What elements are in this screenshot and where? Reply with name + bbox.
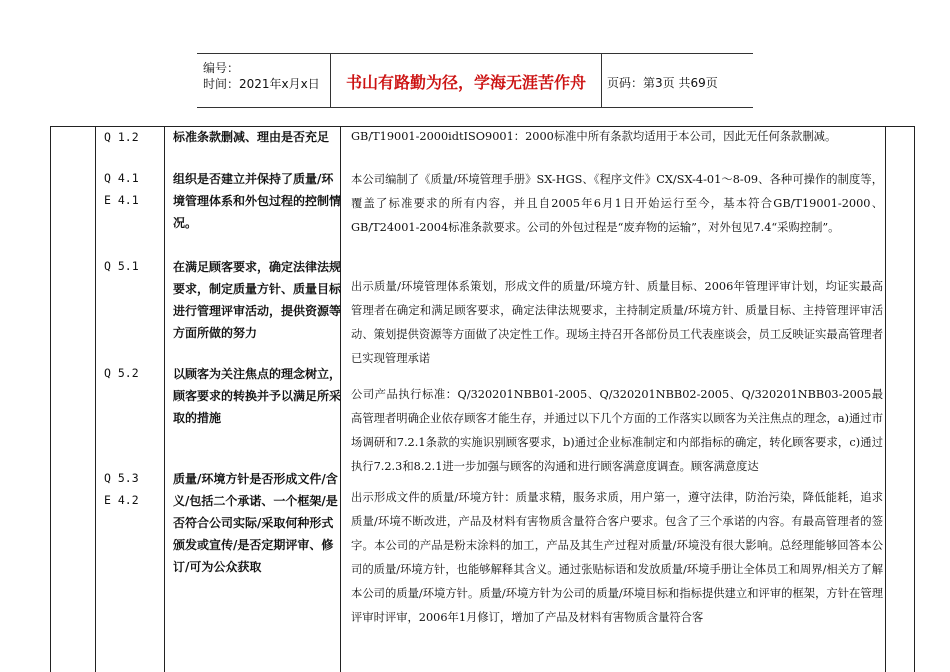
clause-cell xyxy=(104,189,139,211)
table-border-left xyxy=(50,126,51,672)
table-border-right xyxy=(914,126,915,672)
header-motto-cell xyxy=(330,54,602,107)
document-number-label: 编号： xyxy=(203,61,240,75)
clause-cell xyxy=(104,489,139,511)
page-number-label: 页码：第3页 共69页 xyxy=(607,76,718,90)
page-header xyxy=(197,53,753,108)
clause-cell xyxy=(104,467,139,489)
evidence-cell: 公司产品执行标准：Q/320201NBB01-2005、Q/320201NBB02-2005、Q/320201NBB03-2005最高管理者明确企业依存顾客才能生存，并通过以下几个方面的工作落实以顾客为关注焦点的理念，a)通过市场调研和7.2.1条款的实施识别顾客要求，b)通过企业标准制定和内部指标的确定，转化顾客要求，c)通过执行7.2.3和8.2.1进一步加强与顾客的沟通和进行顾客满意度调查。顾客满意度达 xyxy=(351,388,883,473)
clause-cell xyxy=(104,255,139,277)
clause-label: Q 5.2 xyxy=(104,366,139,380)
audit-item-cell: 在满足顾客要求，确定法律法规要求，制定质量方针、质量目标进行管理评审活动，提供资源等方面所做的努力 xyxy=(173,260,342,340)
evidence-cell: GB/T19001-2000idtISO9001：2000标准中所有条款均适用于本公司，因此无任何条款删减。 xyxy=(351,130,837,143)
clause-label: Q 4.1 xyxy=(104,171,139,185)
evidence-cell: 本公司编制了《质量/环境管理手册》SX-HGS、《程序文件》CX/SX-4-01～8-09、各种可操作的制度等，覆盖了标准要求的所有内容，并且自2005年6月1日开始运行至今，基本符合GB/T19001-2000、GB/T24001-2004标准条款要求。公司的外包过程是“废弃物的运输”，对外包见7.4“采购控制”。 xyxy=(351,173,883,234)
clause-cell xyxy=(104,126,139,148)
column-divider-1 xyxy=(95,126,96,672)
document-time-label: 时间：2021年x月x日 xyxy=(203,77,320,91)
evidence-cell: 出示质量/环境管理体系策划，形成文件的质量/环境方针、质量目标、2006年管理评审计划，均证实最高管理者在确定和满足顾客要求，确定法律法规要求，主持制定质量/环境方针、质量目标、主持管理评审活动、策划提供资源等方面做了决定性工作。现场主持召开各部份员工代表座谈会，员工反映证实最高管理者已实现管理承诺 xyxy=(351,280,883,365)
clause-label: E 4.1 xyxy=(104,193,139,207)
clause-label: Q 5.3 xyxy=(104,471,139,485)
audit-item-cell: 标准条款删减、理由是否充足 xyxy=(173,130,330,144)
column-divider-4 xyxy=(885,126,886,672)
header-motto: 书山有路勤为径，学海无涯苦作舟 xyxy=(345,73,586,92)
clause-label: Q 1.2 xyxy=(104,130,139,144)
column-divider-2 xyxy=(164,126,165,672)
header-page-cell xyxy=(601,54,753,107)
clause-label: E 4.2 xyxy=(104,493,139,507)
audit-item-cell: 组织是否建立并保持了质量/环境管理体系和外包过程的控制情况。 xyxy=(173,172,342,230)
evidence-cell: 出示形成文件的质量/环境方针：质量求精，服务求质，用户第一，遵守法律，防治污染，降低能耗，追求质量/环境不断改进，产品及材料有害物质含量符合客户要求。包含了三个承诺的内容。有最高管理者的签字。本公司的产品是粉末涂料的加工，产品及其生产过程对质量/环境没有很大影响。总经理能够回答本公司的质量/环境方针，也能够解释其含义。通过张贴标语和发放质量/环境手册让全体员工和周界/相关方了解本公司的质量/环境方针。质量/环境方针为公司的质量/环境目标和指标提供建立和评审的框架，方针在管理评审时评审，2006年1月修订，增加了产品及材料有害物质含量符合客 xyxy=(351,491,883,624)
clause-cell xyxy=(104,167,139,189)
audit-item-cell: 质量/环境方针是否形成文件/含义/包括二个承诺、一个框架/是否符合公司实际/采取何种形式颁发或宣传/是否定期评审、修订/可为公众获取 xyxy=(173,472,338,574)
header-meta-cell xyxy=(197,54,330,107)
clause-cell xyxy=(104,362,139,384)
audit-item-cell: 以顾客为关注焦点的理念树立，顾客要求的转换并予以满足所采取的措施 xyxy=(173,367,342,425)
clause-label: Q 5.1 xyxy=(104,259,139,273)
